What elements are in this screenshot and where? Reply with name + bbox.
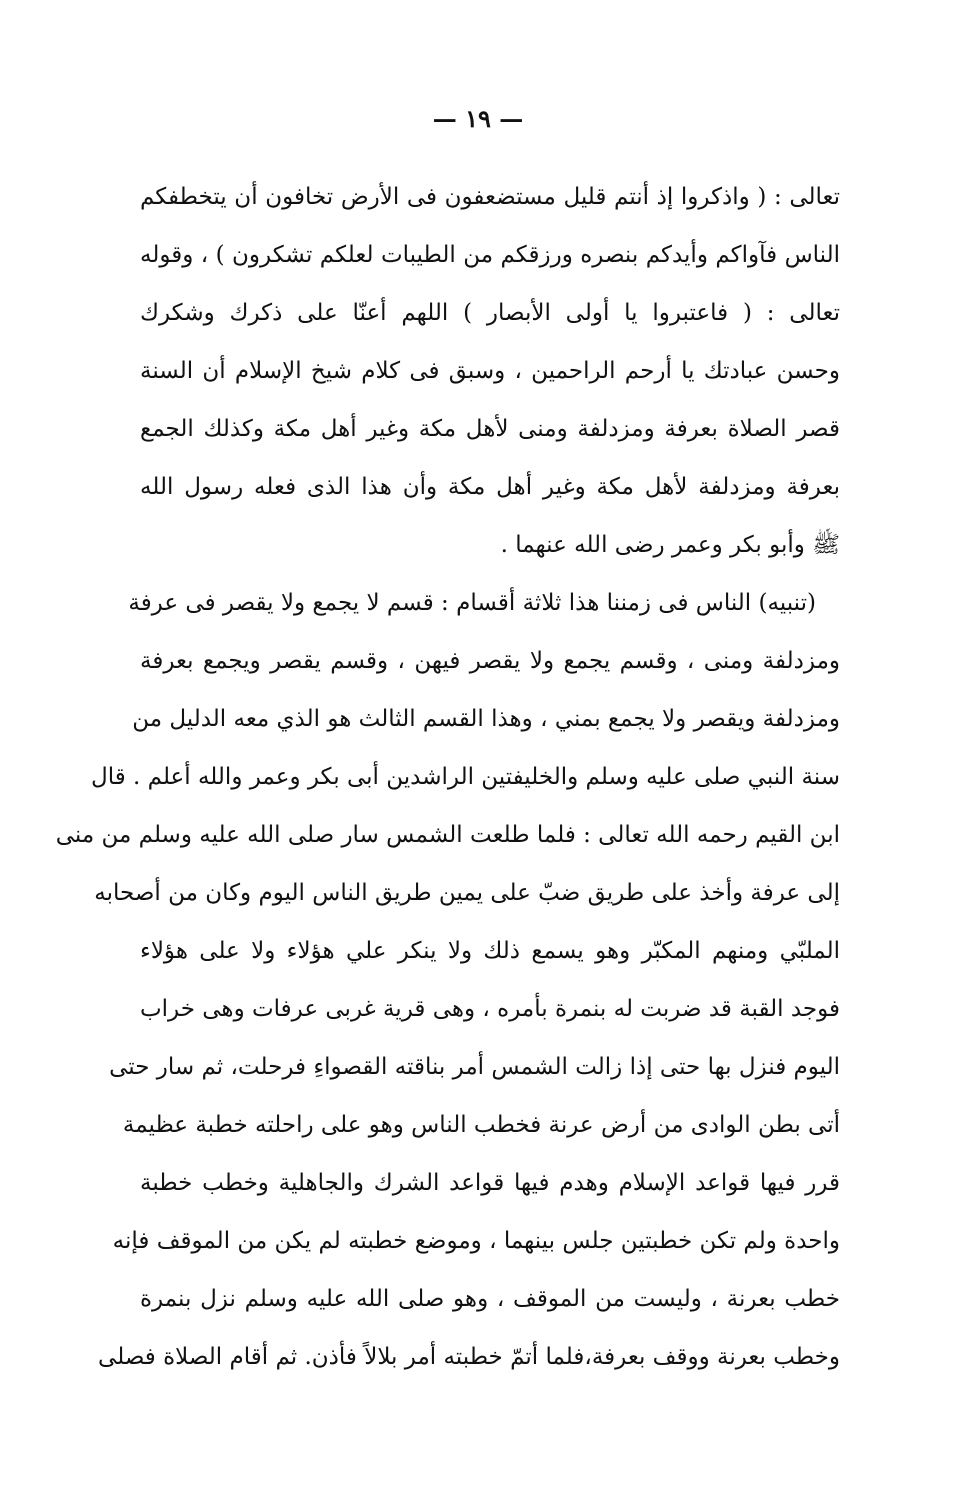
text-line: أتى بطن الوادى من أرض عرنة فخطب الناس وهو على راحلته خطبة عظيمة xyxy=(122,1112,840,1138)
text-line: اليوم فنزل بها حتى إذا زالت الشمس أمر بناقته القصواءِ فرحلت، ثم سار حتى xyxy=(109,1054,840,1080)
text-line: بعرفة ومزدلفة لأهل مكة وغير أهل مكة وأن هذا الذى فعله رسول الله xyxy=(140,474,840,500)
body-text xyxy=(55,168,840,1386)
text-line: الناس فآواكم وأيدكم بنصره ورزقكم من الطيبات لعلكم تشكرون ) ، وقوله xyxy=(140,242,840,268)
text-line: الملبّي ومنهم المكبّر وهو يسمع ذلك ولا ينكر علي هؤلاء ولا على هؤلاء xyxy=(140,938,840,964)
text-line: تعالى : ( واذكروا إذ أنتم قليل مستضعفون فى الأرض تخافون أن يتخطفكم xyxy=(140,184,840,210)
text-line: قصر الصلاة بعرفة ومزدلفة ومنى لأهل مكة وغير أهل مكة وكذلك الجمع xyxy=(140,416,840,442)
text-line: إلى عرفة وأخذ على طريق ضبّ على يمين طريق الناس اليوم وكان من أصحابه xyxy=(94,880,840,906)
text-line: ومزدلفة ومنى ، وقسم يجمع ولا يقصر فيهن ، وقسم يقصر ويجمع بعرفة xyxy=(140,648,840,674)
text-line: سنة النبي صلى عليه وسلم والخليفتين الراشدين أبى بكر وعمر والله أعلم . قال xyxy=(90,764,840,790)
text-line: ومزدلفة ويقصر ولا يجمع بمني ، وهذا القسم الثالث هو الذي معه الدليل من xyxy=(132,706,840,732)
text-line: واحدة ولم تكن خطبتين جلس بينهما ، وموضع خطبته لم يكن من الموقف فإنه xyxy=(112,1228,840,1254)
text-line: وخطب بعرنة ووقف بعرفة،فلما أتمّ خطبته أمر بلالاً فأذن. ثم أقام الصلاة فصلى xyxy=(98,1344,840,1370)
text-line: ابن القيم رحمه الله تعالى : فلما طلعت الشمس سار صلى الله عليه وسلم من منى xyxy=(55,822,840,848)
text-line: تعالى : ( فاعتبروا يا أولى الأبصار ) اللهم أعنّا على ذكرك وشكرك xyxy=(140,300,840,326)
text-line: قرر فيها قواعد الإسلام وهدم فيها قواعد الشرك والجاهلية وخطب خطبة xyxy=(140,1170,840,1196)
text-line: وحسن عبادتك يا أرحم الراحمين ، وسبق فى كلام شيخ الإسلام أن السنة xyxy=(140,358,840,384)
text-line: خطب بعرنة ، وليست من الموقف ، وهو صلى الله عليه وسلم نزل بنمرة xyxy=(140,1286,840,1312)
text-line: فوجد القبة قد ضربت له بنمرة بأمره ، وهى قرية غربى عرفات وهى خراب xyxy=(140,996,840,1022)
page-number: — ١٩ — xyxy=(432,104,524,133)
text-line-paragraph-start: (تنبيه) الناس فى زمننا هذا ثلاثة أقسام : قسم لا يجمع ولا يقصر فى عرفة xyxy=(128,590,816,616)
text-line-paragraph-end: ﷺ وأبو بكر وعمر رضى الله عنهما . xyxy=(500,532,840,558)
